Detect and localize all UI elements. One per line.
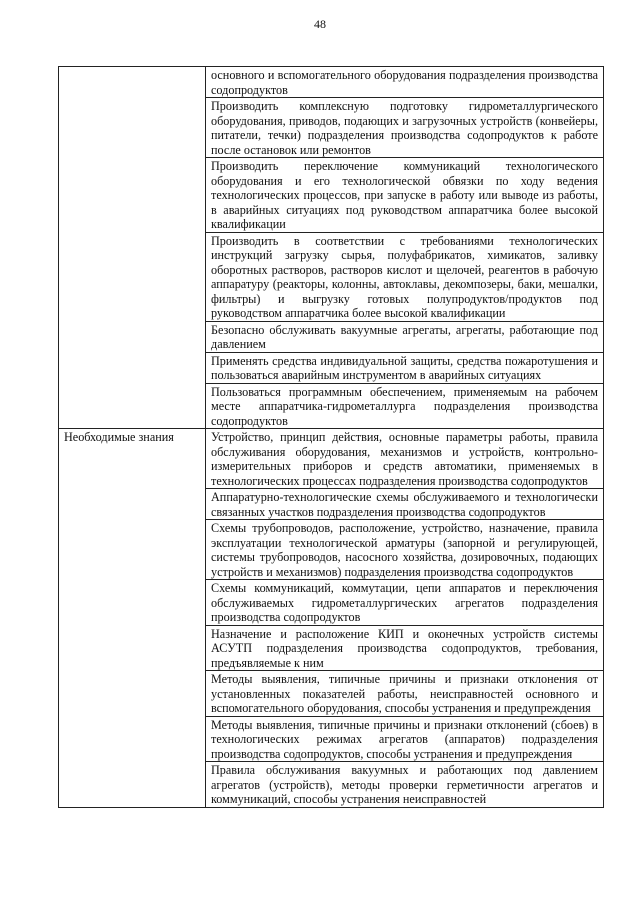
skill-item: Производить комплексную подготовку гидрометаллургического оборудования, приводов, подающих и загрузочных устройств (конвейеры, питатели, течки) подразделения производства содопродуктов к работе после остановок или ремонтов <box>206 98 604 158</box>
requirements-table <box>58 66 604 808</box>
skill-item: Безопасно обслуживать вакуумные агрегаты, агрегаты, работающие под давлением <box>206 321 604 352</box>
knowledge-item: Устройство, принцип действия, основные параметры работы, правила обслуживания оборудования, механизмов и устройств, контрольно-измерительных приборов и средств автоматики, применяемых в технологических процессах подразделения производства содопродуктов <box>206 429 604 489</box>
page-number: 48 <box>314 17 326 31</box>
knowledge-item: Методы выявления, типичные причины и признаки отклонения от установленных показателей работы, неисправностей основного и вспомогательного оборудования, способы устранения и предупреждения <box>206 671 604 717</box>
knowledge-item: Правила обслуживания вакуумных и работающих под давлением агрегатов (устройств), методы проверки герметичности агрегатов и коммуникаций, способы устранения неисправностей <box>206 762 604 808</box>
knowledge-item: Аппаратурно-технологические схемы обслуживаемого и технологически связанных участков подразделения производства содопродуктов <box>206 489 604 520</box>
skill-item: Применять средства индивидуальной защиты, средства пожаротушения и пользоваться аварийным инструментом в аварийных ситуациях <box>206 352 604 383</box>
table-row <box>59 429 604 489</box>
knowledge-item: Схемы трубопроводов, расположение, устройство, назначение, правила эксплуатации технологической арматуры (запорной и регулирующей, системы трубопроводов, насосного хозяйства, дозировочных, подающих устройств и механизмов) подразделения производства содопродуктов <box>206 520 604 580</box>
skill-item: Пользоваться программным обеспечением, применяемым на рабочем месте аппаратчика-гидрометаллурга подразделения производства содопродуктов <box>206 383 604 429</box>
table-row <box>59 67 604 98</box>
skill-item: основного и вспомогательного оборудования подразделения производства содопродуктов <box>206 67 604 98</box>
skill-item: Производить переключение коммуникаций технологического оборудования и его технологической обвязки по ходу ведения технологических процессов, при запуске в работу или выводе из работы, в аварийных ситуациях под руководством аппаратчика более высокой квалификации <box>206 158 604 233</box>
knowledge-item: Схемы коммуникаций, коммутации, цепи аппаратов и переключения обслуживаемых гидрометаллургических агрегатов подразделения производства содопродуктов <box>206 580 604 626</box>
row-label-cell <box>59 67 206 429</box>
knowledge-item: Методы выявления, типичные причины и признаки отклонений (сбоев) в технологических режимах агрегатов (аппаратов) подразделения производства содопродуктов, способы устранения и предупреждения <box>206 716 604 762</box>
knowledge-item: Назначение и расположение КИП и оконечных устройств системы АСУТП подразделения производства содопродуктов, требования, предъявляемые к ним <box>206 625 604 671</box>
knowledge-label-cell: Необходимые знания <box>59 429 206 808</box>
skill-item: Производить в соответствии с требованиями технологических инструкций загрузку сырья, полуфабрикатов, химикатов, заливку оборотных растворов, растворов кислот и щелочей, реагентов в рабочую аппаратуру (реакторы, колонны, автоклавы, декомпозеры, баки, мешалки, фильтры) и выгрузку готовых полупродуктов/продуктов под руководством аппаратчика более высокой квалификации <box>206 232 604 321</box>
